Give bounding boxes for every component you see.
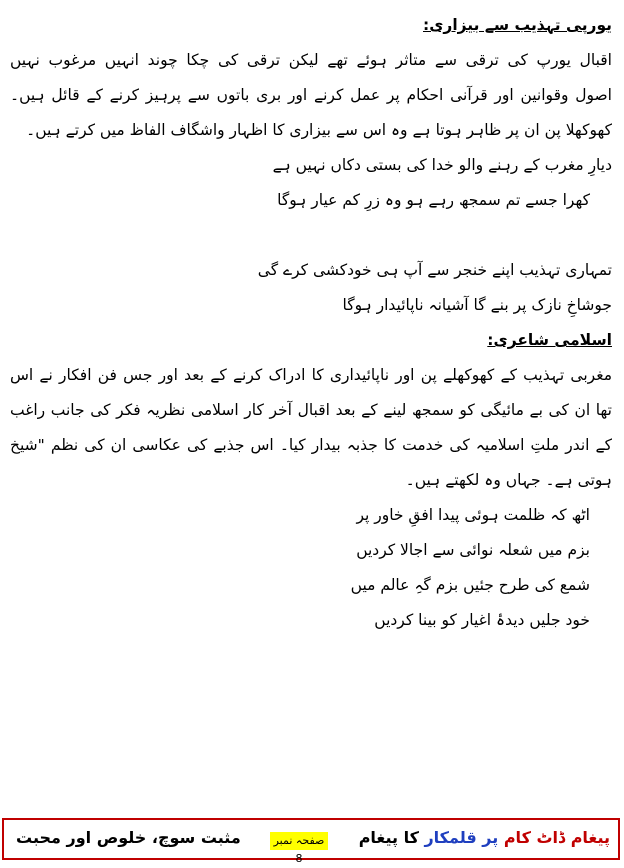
paragraph-line: اصول وقوانین اور قرآنی احکام پر عمل کرنے اور بری باتوں سے پرہیز کرنے کے قائل ہیں۔ bbox=[10, 86, 612, 104]
paragraph-line: کھوکھلا پن ان پر ظاہر ہوتا ہے وہ اس سے بیزاری کا اظہار واشگاف الفاظ میں کرتے ہیں۔ bbox=[26, 121, 612, 139]
article-body bbox=[10, 8, 612, 638]
verse-line: شمع کی طرح جئیں بزم گہِ عالم میں bbox=[350, 576, 590, 594]
footer-motto: مثبت سوچ، خلوص اور محبت bbox=[16, 828, 241, 847]
verse-line: خود جلیں دیدۂ اغیار کو بینا کردیں bbox=[374, 611, 590, 629]
verse-line: کھرا جسے تم سمجھ رہے ہو وہ زرِ کم عیار ہوگا bbox=[277, 191, 590, 209]
verse-line: اٹھ کہ ظلمت ہوئی پیدا افقِ خاور پر bbox=[356, 506, 590, 524]
paragraph-line: ہوتی ہے۔ جہاں وہ لکھتے ہیں۔ bbox=[405, 471, 612, 489]
verse-line: بزم میں شعلہ نوائی سے اجالا کردیں bbox=[356, 541, 590, 559]
blank-space bbox=[10, 218, 612, 253]
verse-line: جوشاخِ نازک پر بنے گا آشیانہ ناپائیدار ہوگا bbox=[342, 296, 612, 314]
paragraph-line: تھا ان کی بے مائیگی کو سمجھ لینے کے بعد اقبال آخر کار اسلامی نظریہ فکر کی جانب راغب bbox=[10, 401, 612, 419]
section-heading-europe: یورپی تہذیب سے بیزاری: bbox=[423, 16, 612, 34]
page-footer bbox=[2, 818, 620, 865]
page-number-badge: صفحہ نمبر 8 bbox=[270, 832, 328, 850]
section-heading-islamic-poetry: اسلامی شاعری: bbox=[487, 331, 612, 349]
brand-message: کا پیغام bbox=[358, 828, 419, 847]
verse-line: دیارِ مغرب کے رہنے والو خدا کی بستی دکاں نہیں ہے bbox=[272, 156, 612, 174]
footer-brand bbox=[359, 828, 610, 847]
verse-line: تمہاری تہذیب اپنے خنجر سے آپ ہی خودکشی کرے گی bbox=[257, 261, 612, 279]
paragraph-line: مغربی تہذیب کے کھوکھلے پن اور ناپائیداری کا ادراک کرنے کے بعد اور جس فن افکار نے اس bbox=[10, 366, 612, 384]
paragraph-line: کے اندر ملتِ اسلامیہ کی خدمت کا جذبہ بیدار کیا۔ اس جذبے کی عکاسی ان کی نظم "شیخ bbox=[10, 436, 612, 454]
brand-writer: پر قلمکار bbox=[424, 828, 499, 847]
brand-site-name: پیغام ڈاٹ کام bbox=[503, 828, 610, 847]
paragraph-line: اقبال یورپ کی ترقی سے متاثر ہوئے تھے لیکن ترقی کی چکا چوند انہیں مرغوب نہیں bbox=[10, 51, 612, 69]
